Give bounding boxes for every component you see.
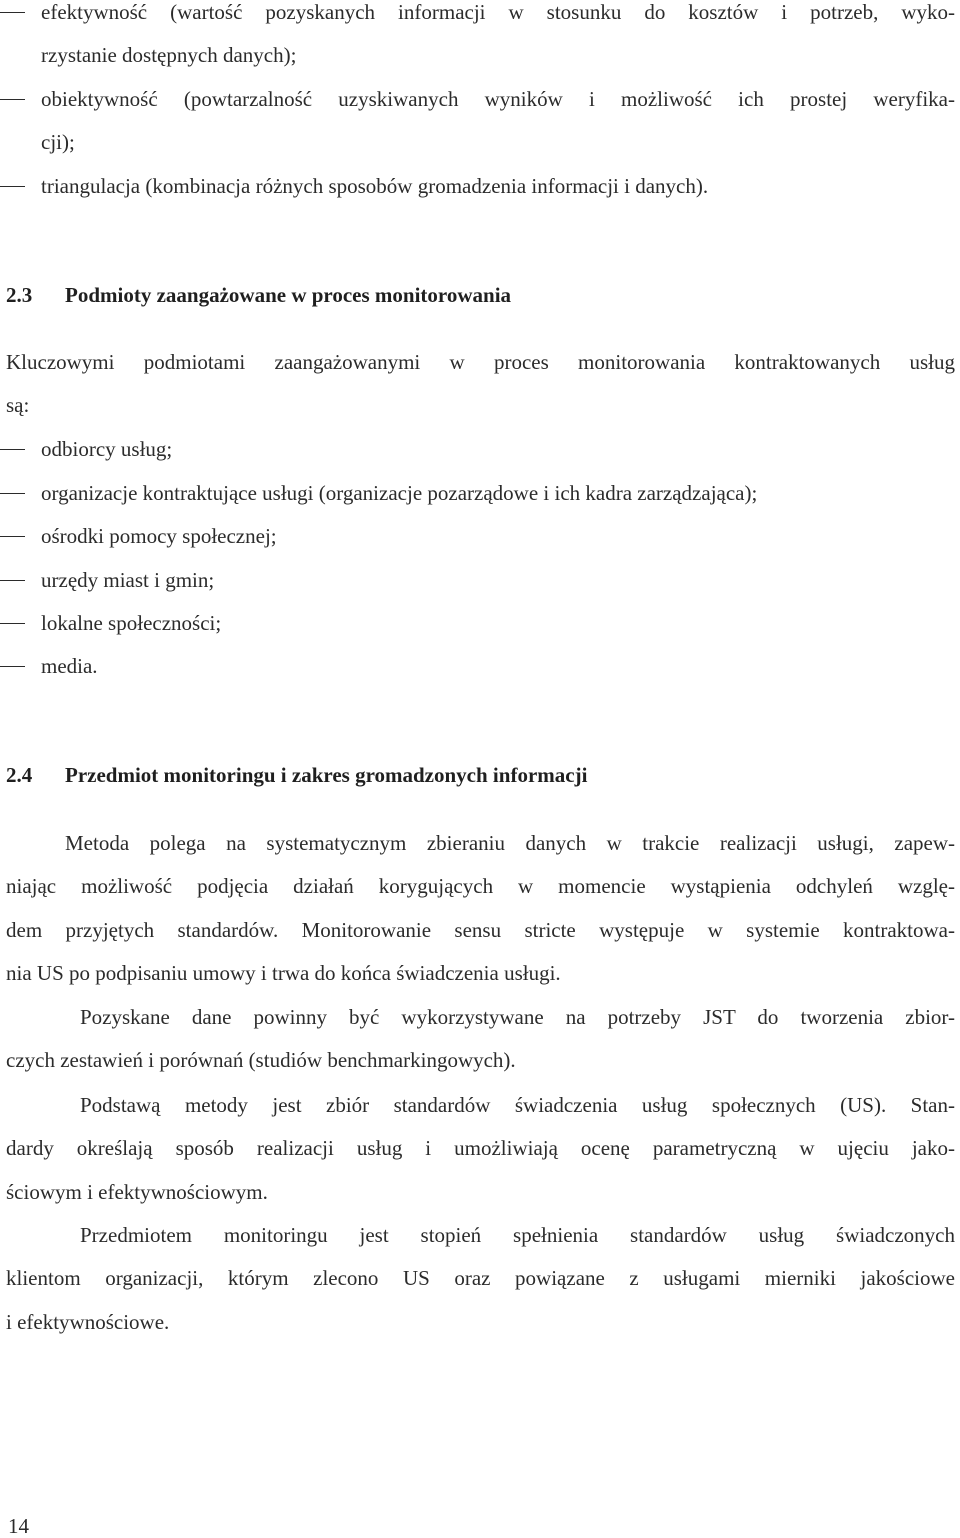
paragraph-line: klientom organizacji, którym zlecono US oraz powiązane z usługami mierniki jakościowe xyxy=(6,1266,955,1290)
paragraph-line: dardy określają sposób realizacji usług i umożliwiają ocenę parametryczną w ujęciu jako- xyxy=(6,1136,955,1160)
paragraph-line: Podstawą metody jest zbiór standardów świadczenia usług społecznych (US). Stan- xyxy=(80,1093,955,1117)
dash-bullet-icon xyxy=(0,12,25,13)
section-heading xyxy=(6,283,511,307)
list-item-continuation: cji); xyxy=(41,130,75,154)
section-heading xyxy=(6,763,587,787)
paragraph-line: Metoda polega na systematycznym zbieraniu danych w trakcie realizacji usługi, zapew- xyxy=(65,831,955,855)
section-title: Przedmiot monitoringu i zakres gromadzonych informacji xyxy=(65,763,588,787)
paragraph-line: Przedmiotem monitoringu jest stopień spełnienia standardów usług świadczonych xyxy=(80,1223,955,1247)
dash-bullet-icon xyxy=(0,186,25,187)
section-title: Podmioty zaangażowane w proces monitorowania xyxy=(65,283,512,307)
paragraph-line: dem przyjętych standardów. Monitorowanie sensu stricte występuje w systemie kontraktowa- xyxy=(6,918,955,942)
dash-bullet-icon xyxy=(0,623,25,624)
list-item-continuation: rzystanie dostępnych danych); xyxy=(41,43,297,67)
paragraph-line: ściowym i efektywnościowym. xyxy=(6,1180,268,1204)
dash-bullet-icon xyxy=(0,449,25,450)
paragraph-line: Kluczowymi podmiotami zaangażowanymi w proces monitorowania kontraktowanych usług xyxy=(6,350,955,374)
dash-bullet-icon xyxy=(0,536,25,537)
section-number: 2.3 xyxy=(6,283,33,307)
page-number: 14 xyxy=(8,1514,29,1538)
paragraph-line: i efektywnościowe. xyxy=(6,1310,170,1334)
paragraph-line: są: xyxy=(6,393,30,417)
dash-bullet-icon xyxy=(0,99,25,100)
paragraph-line: czych zestawień i porównań (studiów benchmarkingowych). xyxy=(6,1048,516,1072)
paragraph-line: nia US po podpisaniu umowy i trwa do końca świadczenia usługi. xyxy=(6,961,561,985)
paragraph-line: niając możliwość podjęcia działań korygujących w momencie wystąpienia odchyleń wzglę- xyxy=(6,874,955,898)
section-number: 2.4 xyxy=(6,763,33,787)
document-page: efektywność (wartość pozyskanych informacji w stosunku do kosztów i potrzeb, wyko- rzystanie dostępnych danych); obiektywność (powtarzalność uzyskiwanych wyników i możliwość ich prostej weryfika- cji); triangulacja (kombinacja różnych sposobów gromadzenia informacji i danych). 2.3 Podmioty zaangażowane w proces monitorowania Kluczowymi podmiotami zaangażowanymi w proces monitorowania kontraktowanych usług są: odbiorcy usług; organizacje kontraktujące usługi (organizacje pozarządowe i ich kadra zarządzająca); ośrodki pomocy społecznej; urzędy miast i gmin; lokalne społeczności; media. 2.4 Przedmiot monitoringu i zakres gromadzonych informacji Metoda polega na systematycznym zbieraniu danych w trakcie realizacji usługi, zapew- niając możliwość podjęcia działań korygujących w momencie wystąpienia odchyleń wzglę- dem przyjętych standardów. Monitorowanie sensu stricte występuje w systemie kontraktowa- nia US po podpisaniu umowy i trwa do końca świadczenia usługi. Pozyskane dane powinny być wykorzystywane na potrzeby JST do tworzenia zbior- czych zestawień i porównań (studiów benchmarkingowych). Podstawą metody jest zbiór standardów świadczenia usług społecznych (US). Stan- dardy określają sposób realizacji usług i umożliwiają ocenę parametryczną w ujęciu jako- ściowym i efektywnościowym. Przedmiotem monitoringu jest stopień spełnienia standardów usług świadczonych klientom organizacji, którym zlecono US oraz powiązane z usługami mierniki jakościowe i efektywnościowe. 14 xyxy=(0,0,960,1537)
dash-bullet-icon xyxy=(0,580,25,581)
dash-bullet-icon xyxy=(0,493,25,494)
paragraph-line: Pozyskane dane powinny być wykorzystywane na potrzeby JST do tworzenia zbior- xyxy=(80,1005,955,1029)
dash-bullet-icon xyxy=(0,666,25,667)
